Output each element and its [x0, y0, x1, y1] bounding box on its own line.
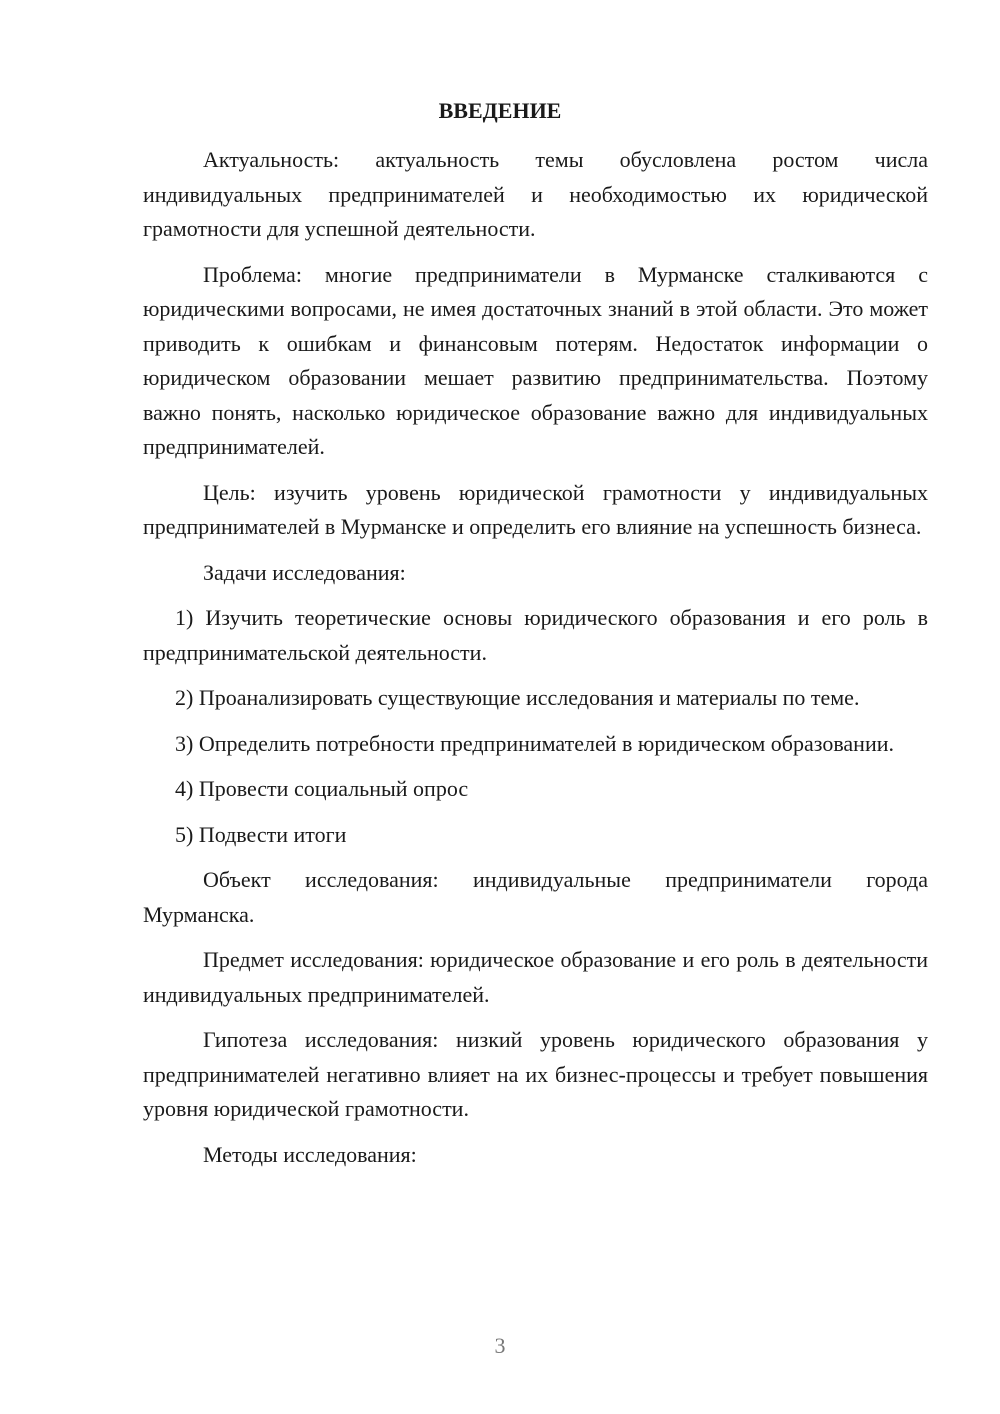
- goal-paragraph: Цель: изучить уровень юридической грамотности у индивидуальных предпринимателей в Мурманске и определить его влияние на успешность бизнеса.: [143, 479, 928, 539]
- page-number: 3: [494, 1333, 506, 1358]
- hypothesis-paragraph: Гипотеза исследования: низкий уровень юридического образования у предпринимателей негативно влияет на их бизнес-процессы и требует повышения уровня юридической грамотности.: [143, 1027, 928, 1121]
- subject-paragraph: Предмет исследования: юридическое образование и его роль в деятельности индивидуальных предпринимателей.: [143, 947, 928, 1007]
- task-item: 2) Проанализировать существующие исследования и материалы по теме.: [175, 685, 860, 710]
- task-item: 3) Определить потребности предпринимателей в юридическом образовании.: [175, 730, 894, 756]
- relevance-paragraph: Актуальность: актуальность темы обусловлена ростом числа индивидуальных предпринимателей и необходимостью их юридической грамотности для успешной деятельности.: [143, 147, 928, 241]
- object-paragraph: Объект исследования: индивидуальные предприниматели города Мурманска.: [143, 867, 928, 927]
- page-title: ВВЕДЕНИЕ: [438, 98, 562, 123]
- task-item: 5) Подвести итоги: [175, 821, 347, 847]
- document-body: [143, 143, 928, 1172]
- tasks-title: Задачи исследования:: [203, 559, 406, 585]
- task-item: 4) Провести социальный опрос: [175, 776, 469, 801]
- methods-title: Методы исследования:: [203, 1141, 417, 1167]
- problem-paragraph: Проблема: многие предприниматели в Мурманске сталкиваются с юридическими вопросами, не имея достаточных знаний в этой области. Это может приводить к ошибкам и финансовым потерям. Недостаток информации о юридическом образовании мешает развитию предпринимательства. Поэтому важно понять, насколько юридическое образование важно для индивидуальных предпринимателей.: [143, 261, 928, 459]
- task-item: 1) Изучить теоретические основы юридического образования и его роль в предпринимательской деятельности.: [143, 605, 928, 665]
